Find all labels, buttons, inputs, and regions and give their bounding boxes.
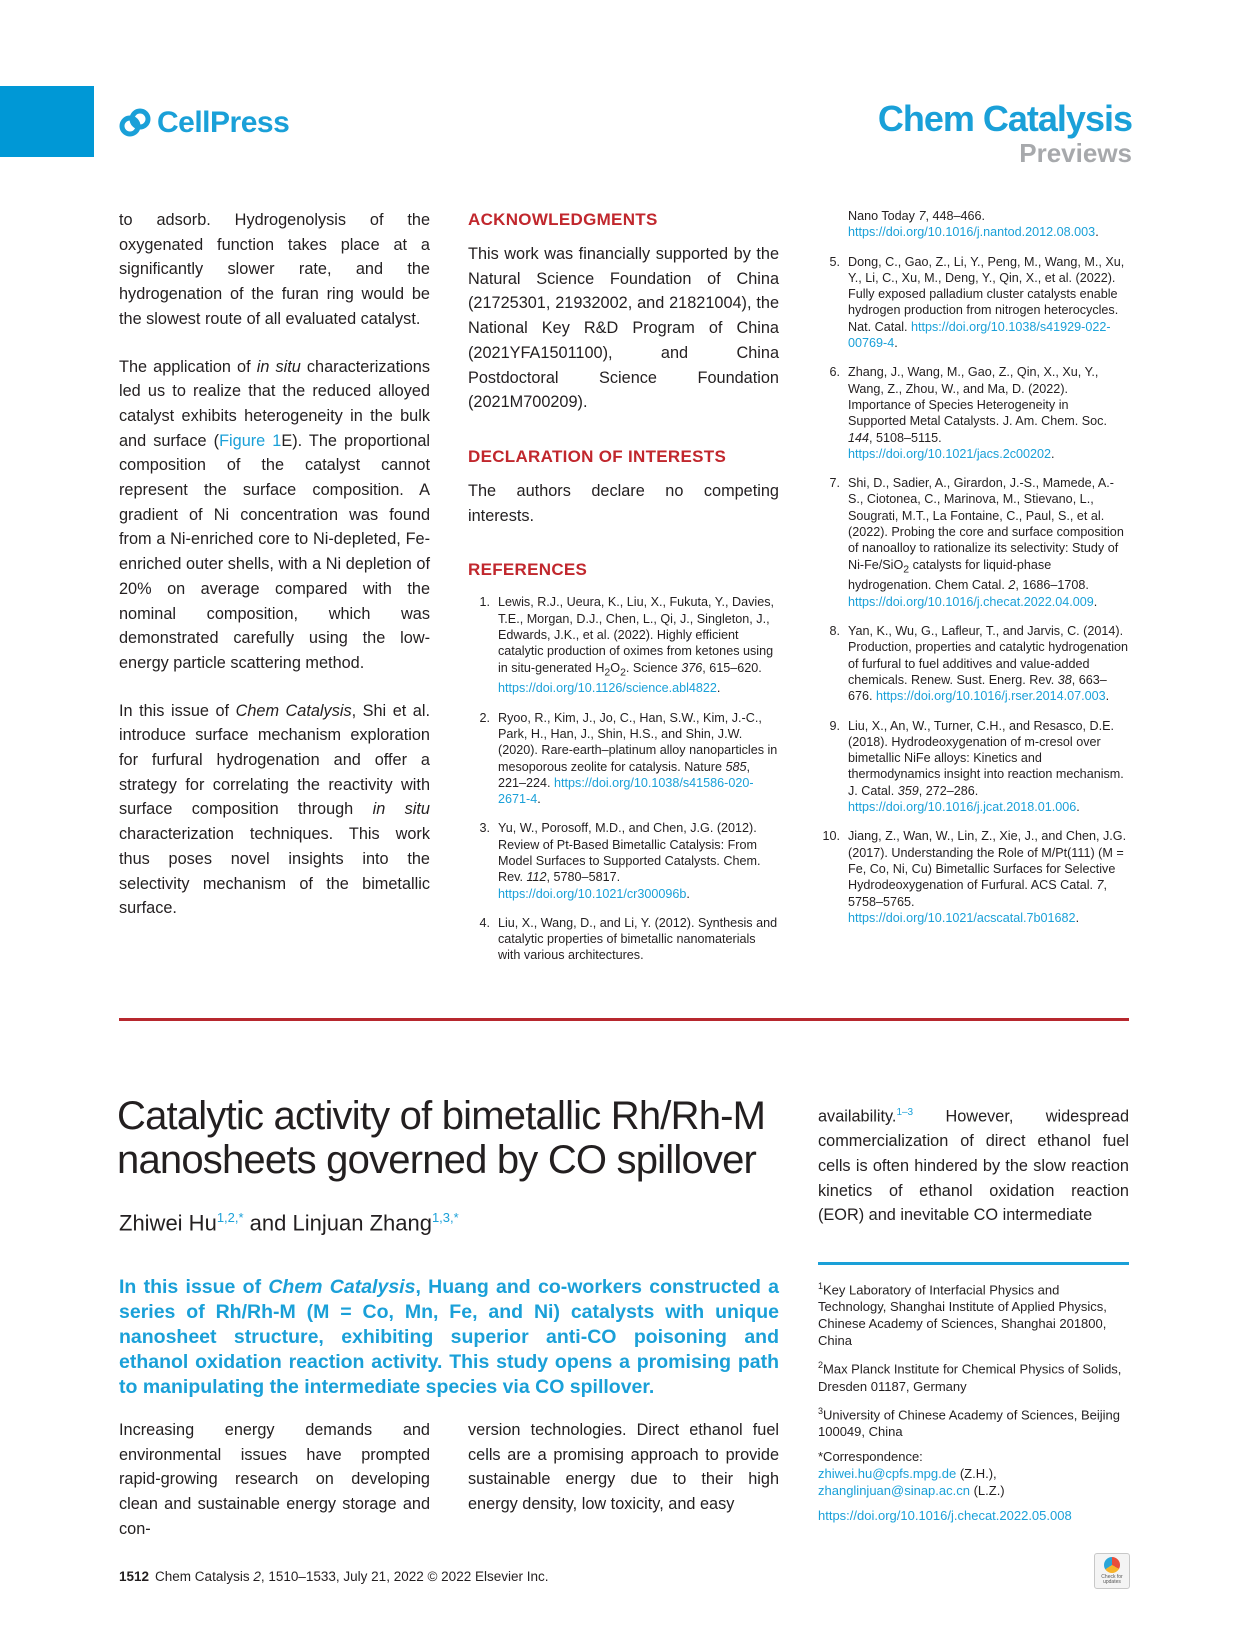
article-column-2 xyxy=(468,208,779,977)
reference-item: 3. Yu, W., Porosoff, M.D., and Chen, J.G. (2012). Review of Pt-Based Bimetallic Catalysis: From Model Surfaces to Supported Catalysts. Chem. Rev. 112, 5780–5817. https://doi.org/10.1021/cr300096b. xyxy=(479,821,761,901)
affiliations xyxy=(818,1278,1129,1524)
declaration-text: The authors declare no competing interests. xyxy=(468,481,779,525)
reference-doi-link[interactable]: https://doi.org/10.1126/science.abl4822 xyxy=(498,681,717,696)
reference-list xyxy=(468,594,779,963)
acknowledgments-section xyxy=(468,208,779,415)
author-line: Zhiwei $Hu^{1,2,*}$ and Linjuan Zhang$^{1,3,*}$ xyxy=(119,1210,459,1236)
author-name: Linjuan Zhang xyxy=(292,1210,432,1236)
paragraph: The application of in situ characterizations led us to realize that the reduced alloyed catalyst exhibits heterogeneity in the bulk and surface (Figure 1E). The proportional composition of the catalyst cannot represent the surface composition. A gradient of Ni concentration was found from a Ni-enriched core to Ni-depleted, Fe-enriched outer shells, with a Ni depletion of 20% on average compared with the nominal composition, which was demonstrated carefully using the low-energy particle scattering method. xyxy=(119,357,430,672)
article-abstract: In this issue of Chem Catalysis, Huang and co-workers constructed a series of Rh/Rh-M (M = Co, Mn, Fe, and Ni) catalysts with unique nanosheet structure, exhibiting superior anti-CO poisoning and ethanol oxidation reaction activity. This study opens a promising path to manipulating the intermediate species via CO spillover. xyxy=(119,1276,780,1398)
reference-doi-link[interactable]: https://doi.org/10.1016/j.checat.2022.04.009 xyxy=(848,594,1094,609)
reference-list-continued xyxy=(818,208,1129,926)
reference-doi-link[interactable]: https://doi.org/10.1021/acscatal.7b01682 xyxy=(848,910,1076,925)
affiliation-item: $^1$Key Laboratory of Interfacial Physics and Technology, Shanghai Institute of Applied Physics, Chinese Academy of Sciences, Shanghai 201800, China xyxy=(818,1281,1107,1349)
article-column-3 xyxy=(818,208,1129,939)
acknowledgments-text: This work was financially supported by the Natural Science Foundation of China (21725301, 21932002, and 21821004), the National Key R&D Program of China (2021YFA1501100), and China Postdoctoral Science Foundation (2021M700209). xyxy=(468,245,779,412)
reference-item: 7. Shi, D., Sadier, A., Girardon, J.-S., Mamede, A.-S., Ciotonea, C., Marinova, M., Stievano, L., Sougrati, M.T., La Fontaine, C., Paul, S., et al. (2022). Probing the core and surface composition of nanoalloy to rationalize its selectivity: Study of Ni-Fe/SiO$_2$ catalysts for liquid-phase hydrogenation. Chem Catal. 2, 1686–1708. https://doi.org/10.1016/j.checat.2022.04.009. xyxy=(829,476,1124,609)
acknowledgments-heading: ACKNOWLEDGMENTS xyxy=(468,210,658,229)
cellpress-logo-icon xyxy=(119,107,151,139)
reference-item: 4. Liu, X., Wang, D., and Li, Y. (2012). Synthesis and catalytic properties of bimetallic nanomaterials with various architectures. xyxy=(479,915,778,963)
check-for-updates-badge[interactable] xyxy=(1094,1553,1130,1589)
page-number: 1512 xyxy=(119,1569,150,1584)
reference-item: 5. Dong, C., Gao, Z., Li, Y., Peng, M., Wang, M., Xu, Y., Li, C., Xu, M., Deng, Y., Qin, X., et al. (2022). Fully exposed palladium cluster catalysts enable hydrogen production from nitrogen heterocycles. Nat. Catal. https://doi.org/10.1038/s41929-022-00769-4. xyxy=(829,254,1125,351)
paragraph: In this issue of Chem Catalysis, Shi et al. introduce surface mechanism exploration for furfural hydrogenation and offer a strategy for correlating the reactivity with surface composition through in situ characterization techniques. This work thus poses novel insights into the selectivity mechanism of the bimetallic surface. xyxy=(119,701,430,918)
affiliations-rule xyxy=(818,1262,1129,1265)
reference-item: 10. Jiang, Z., Wan, W., Lin, Z., Xie, J., and Chen, J.G. (2017). Understanding the Role of M/Pt(111) (M = Fe, Co, Ni, Cu) Bimetallic Surfaces for Selective Hydrodeoxygenation of Furfural. ACS Catal. 7, 5758–5765. https://doi.org/10.1021/acscatal.7b01682. xyxy=(822,829,1127,925)
author-affiliation-marker[interactable]: 1,3,* xyxy=(431,1210,459,1225)
header-color-tab xyxy=(0,86,94,157)
paragraph: to adsorb. Hydrogenolysis of the oxygenated function takes place at a significantly slower rate, and the hydrogenation of the furan ring would be the slowest route of all evaluated catalyst. xyxy=(119,211,430,328)
article-doi-link[interactable]: https://doi.org/10.1016/j.checat.2022.05.008 xyxy=(818,1507,1072,1523)
publisher-name: CellPress xyxy=(157,106,290,139)
article-column-1 xyxy=(119,208,430,944)
reference-doi-link[interactable]: https://doi.org/10.1021/cr300096b xyxy=(498,886,687,901)
reference-doi-link[interactable]: https://doi.org/10.1016/j.jcat.2018.01.006 xyxy=(848,800,1077,815)
reference-doi-link[interactable]: https://doi.org/10.1038/s41929-022-00769-4 xyxy=(848,319,1111,351)
intro-column-1: Increasing energy demands and environmental issues have prompted rapid-growing research on developing clean and sustainable energy storage and con- xyxy=(119,1421,430,1538)
section-label: Previews xyxy=(1019,138,1132,168)
cellpress-logo[interactable] xyxy=(119,104,289,142)
figure-link[interactable]: Figure 1 xyxy=(219,431,282,450)
article-divider xyxy=(119,1018,1129,1021)
affiliation-item: $^2$Max Planck Institute for Chemical Physics of Solids, Dresden 01187, Germany xyxy=(818,1360,1122,1394)
journal-title: Chem Catalysis xyxy=(877,98,1132,139)
references-heading: REFERENCES xyxy=(468,560,588,580)
reference-item: 9. Liu, X., An, W., Turner, C.H., and Resasco, D.E. (2018). Hydrodeoxygenation of m-cresol over bimetallic NiFe alloys: Kinetics and thermodynamics insight into reaction mechanism. J. Catal. 359, 272–286. https://doi.org/10.1016/j.jcat.2018.01.006. xyxy=(829,718,1124,815)
email-link[interactable]: zhiwei.hu@cpfs.mpg.de xyxy=(818,1465,957,1481)
check-for-updates-icon xyxy=(1104,1557,1120,1573)
reference-doi-link[interactable]: https://doi.org/10.1016/j.nantod.2012.08.003 xyxy=(848,225,1096,240)
email-link[interactable]: zhanglinjuan@sinap.ac.cn xyxy=(818,1482,970,1498)
reference-item: 6. Zhang, J., Wang, M., Gao, Z., Qin, X., Xu, Y., Wang, Z., Zhou, W., and Ma, D. (2022). Importance of Species Heterogeneity in Supported Metal Catalysts. J. Am. Chem. Soc. 144, 5108–5115. https://doi.org/10.1021/jacs.2c00202. xyxy=(829,365,1107,461)
declaration-heading: DECLARATION OF INTERESTS xyxy=(468,446,727,466)
reference-item: 1. Lewis, R.J., Ueura, K., Liu, X., Fukuta, Y., Davies, T.E., Morgan, D.J., Chen, L., Qi, J., Singleton, J., Edwards, J.K., et al. (2022). Highly efficient catalytic production of oximes from ketones using in situ-generated $H_2O_2$. Science 376, 615–620. https://doi.org/10.1126/science.abl4822. xyxy=(479,595,775,696)
journal-header xyxy=(878,100,1132,168)
reference-doi-link[interactable]: https://doi.org/10.1016/j.rser.2014.07.003 xyxy=(876,689,1106,704)
correspondence: *Correspondence: zhiwei.hu@cpfs.mpg.de (Z.H.), zhanglinjuan@sinap.ac.cn (L.Z.) xyxy=(818,1448,1005,1498)
page-footer: 1512 Chem Catalysis 2, 1510–1533, July 21, 2022 © 2022 Elsevier Inc. xyxy=(119,1569,549,1584)
author-name: Zhiwei Hu xyxy=(119,1210,217,1236)
reference-item: 8. Yan, K., Wu, G., Lafleur, T., and Jarvis, C. (2014). Production, properties and catalytic hydrogenation of furfural to fuel additives and value-added chemicals. Renew. Sust. Energ. Rev. 38, 663–676. https://doi.org/10.1016/j.rser.2014.07.003. xyxy=(829,624,1129,704)
affiliation-item: $^3$University of Chinese Academy of Sciences, Beijing 100049, China xyxy=(818,1405,1120,1439)
intro-column-3: availability.$^{1-3}$ However, widespread commercialization of direct ethanol fuel cells is often hindered by the slow reaction kinetics of ethanol oxidation reaction (EOR) and inevitable CO intermediate xyxy=(818,1107,1129,1225)
declaration-section xyxy=(468,445,779,528)
badge-label: Check for updates xyxy=(1101,1574,1123,1585)
intro-column-2: version technologies. Direct ethanol fuel cells are a promising approach to provide sustainable energy due to their high energy density, low toxicity, and easy xyxy=(468,1421,779,1514)
author-affiliation-marker[interactable]: 1,2,* xyxy=(216,1210,244,1225)
reference-doi-link[interactable]: https://doi.org/10.1038/s41586-020-2671-4 xyxy=(498,775,754,807)
reference-doi-link[interactable]: https://doi.org/10.1021/jacs.2c00202 xyxy=(848,446,1052,461)
article-title: Catalytic activity of bimetallic Rh/Rh-M nanosheets governed by CO spillover xyxy=(117,1094,766,1182)
citation-link[interactable]: 1–3 xyxy=(896,1107,914,1118)
reference-item: 2. Ryoo, R., Kim, J., Jo, C., Han, S.W., Kim, J.-C., Park, H., Han, J., Shin, H.S., and Shin, J.W. (2020). Rare-earth–platinum alloy nanoparticles in mesoporous zeolite for catalysis. Nature 585, 221–224. https://doi.org/10.1038/s41586-020-2671-4. xyxy=(479,710,778,807)
reference-item-continued: Nano Today 7, 448–466. https://doi.org/10.1016/j.nantod.2012.08.003. xyxy=(848,209,1099,240)
